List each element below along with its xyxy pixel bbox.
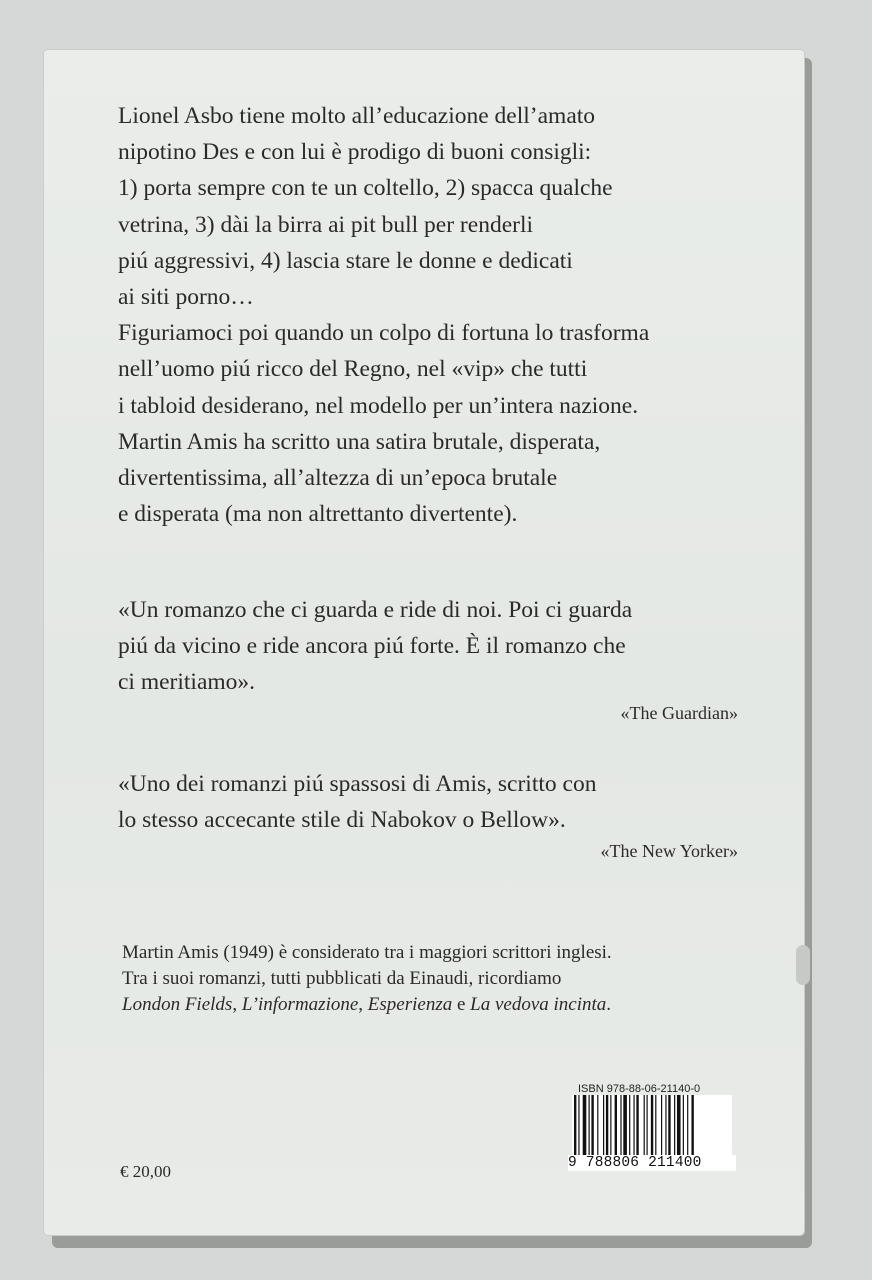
blurb-line: Lionel Asbo tiene molto all’educazione dell’amato [118,103,596,129]
blurb-text [118,98,778,532]
quote-line: «Uno dei romanzi piú spassosi di Amis, scritto con [118,771,597,797]
blurb-line: divertentissima, all’altezza di un’epoca brutale [118,465,558,492]
book-title: L’informazione [241,994,359,1015]
blurb-line: ai siti porno… [118,284,254,311]
quote-line: «Un romanzo che ci guarda e ride di noi. Poi ci guarda [118,597,633,623]
blurb-line: piú aggressivi, 4) lascia stare le donne e dedicati [118,247,573,274]
blurb-line: e disperata (ma non altrettanto divertente). [118,501,518,528]
quote-line: lo stesso accecante stile di Nabokov o Bellow». [118,807,566,833]
quote-source: «The New Yorker» [600,841,738,861]
bio-line-titles: London Fields, L’informazione, Esperienza e La vedova incinta. [122,994,612,1015]
blurb-line: nell’uomo piú ricco del Regno, nel «vip» che tutti [118,356,588,383]
book-title: London Fields [122,994,233,1015]
quote-line: piú da vicino e ride ancora piú forte. È il romanzo che [118,633,626,659]
review-quote-guardian [118,592,778,726]
book-title: La vedova incinta [470,994,607,1015]
bio-line: Martin Amis (1949) è considerato tra i maggiori scrittori inglesi. [122,942,612,963]
bio-line: Tra i suoi romanzi, tutti pubblicati da Einaudi, ricordiamo [122,968,562,989]
blurb-line: i tabloid desiderano, nel modello per un’intera nazione. [118,392,639,419]
author-bio [122,940,782,1018]
blurb-line: Martin Amis ha scritto una satira brutale, disperata, [118,428,601,455]
review-quote-new-yorker [118,766,778,864]
quote-source: «The Guardian» [620,703,738,723]
isbn-barcode [568,1083,736,1183]
barcode-digits: 9 788806 211400 [568,1155,736,1171]
blurb-line: vetrina, 3) dài la birra ai pit bull per renderli [118,211,534,238]
isbn-text: ISBN 978-88-06-21140-0 [578,1083,701,1095]
quote-line: ci meritiamo». [118,669,256,695]
price-label: € 20,00 [120,1162,171,1181]
blurb-line: 1) porta sempre con te un coltello, 2) spacca qualche [118,175,613,202]
cover-edge-mark [796,945,810,985]
book-title: Esperienza [367,994,453,1015]
blurb-line: Figuriamoci poi quando un colpo di fortuna lo trasforma [118,320,650,347]
blurb-line: nipotino Des e con lui è prodigo di buoni consigli: [118,139,592,166]
barcode-bars [572,1095,732,1155]
